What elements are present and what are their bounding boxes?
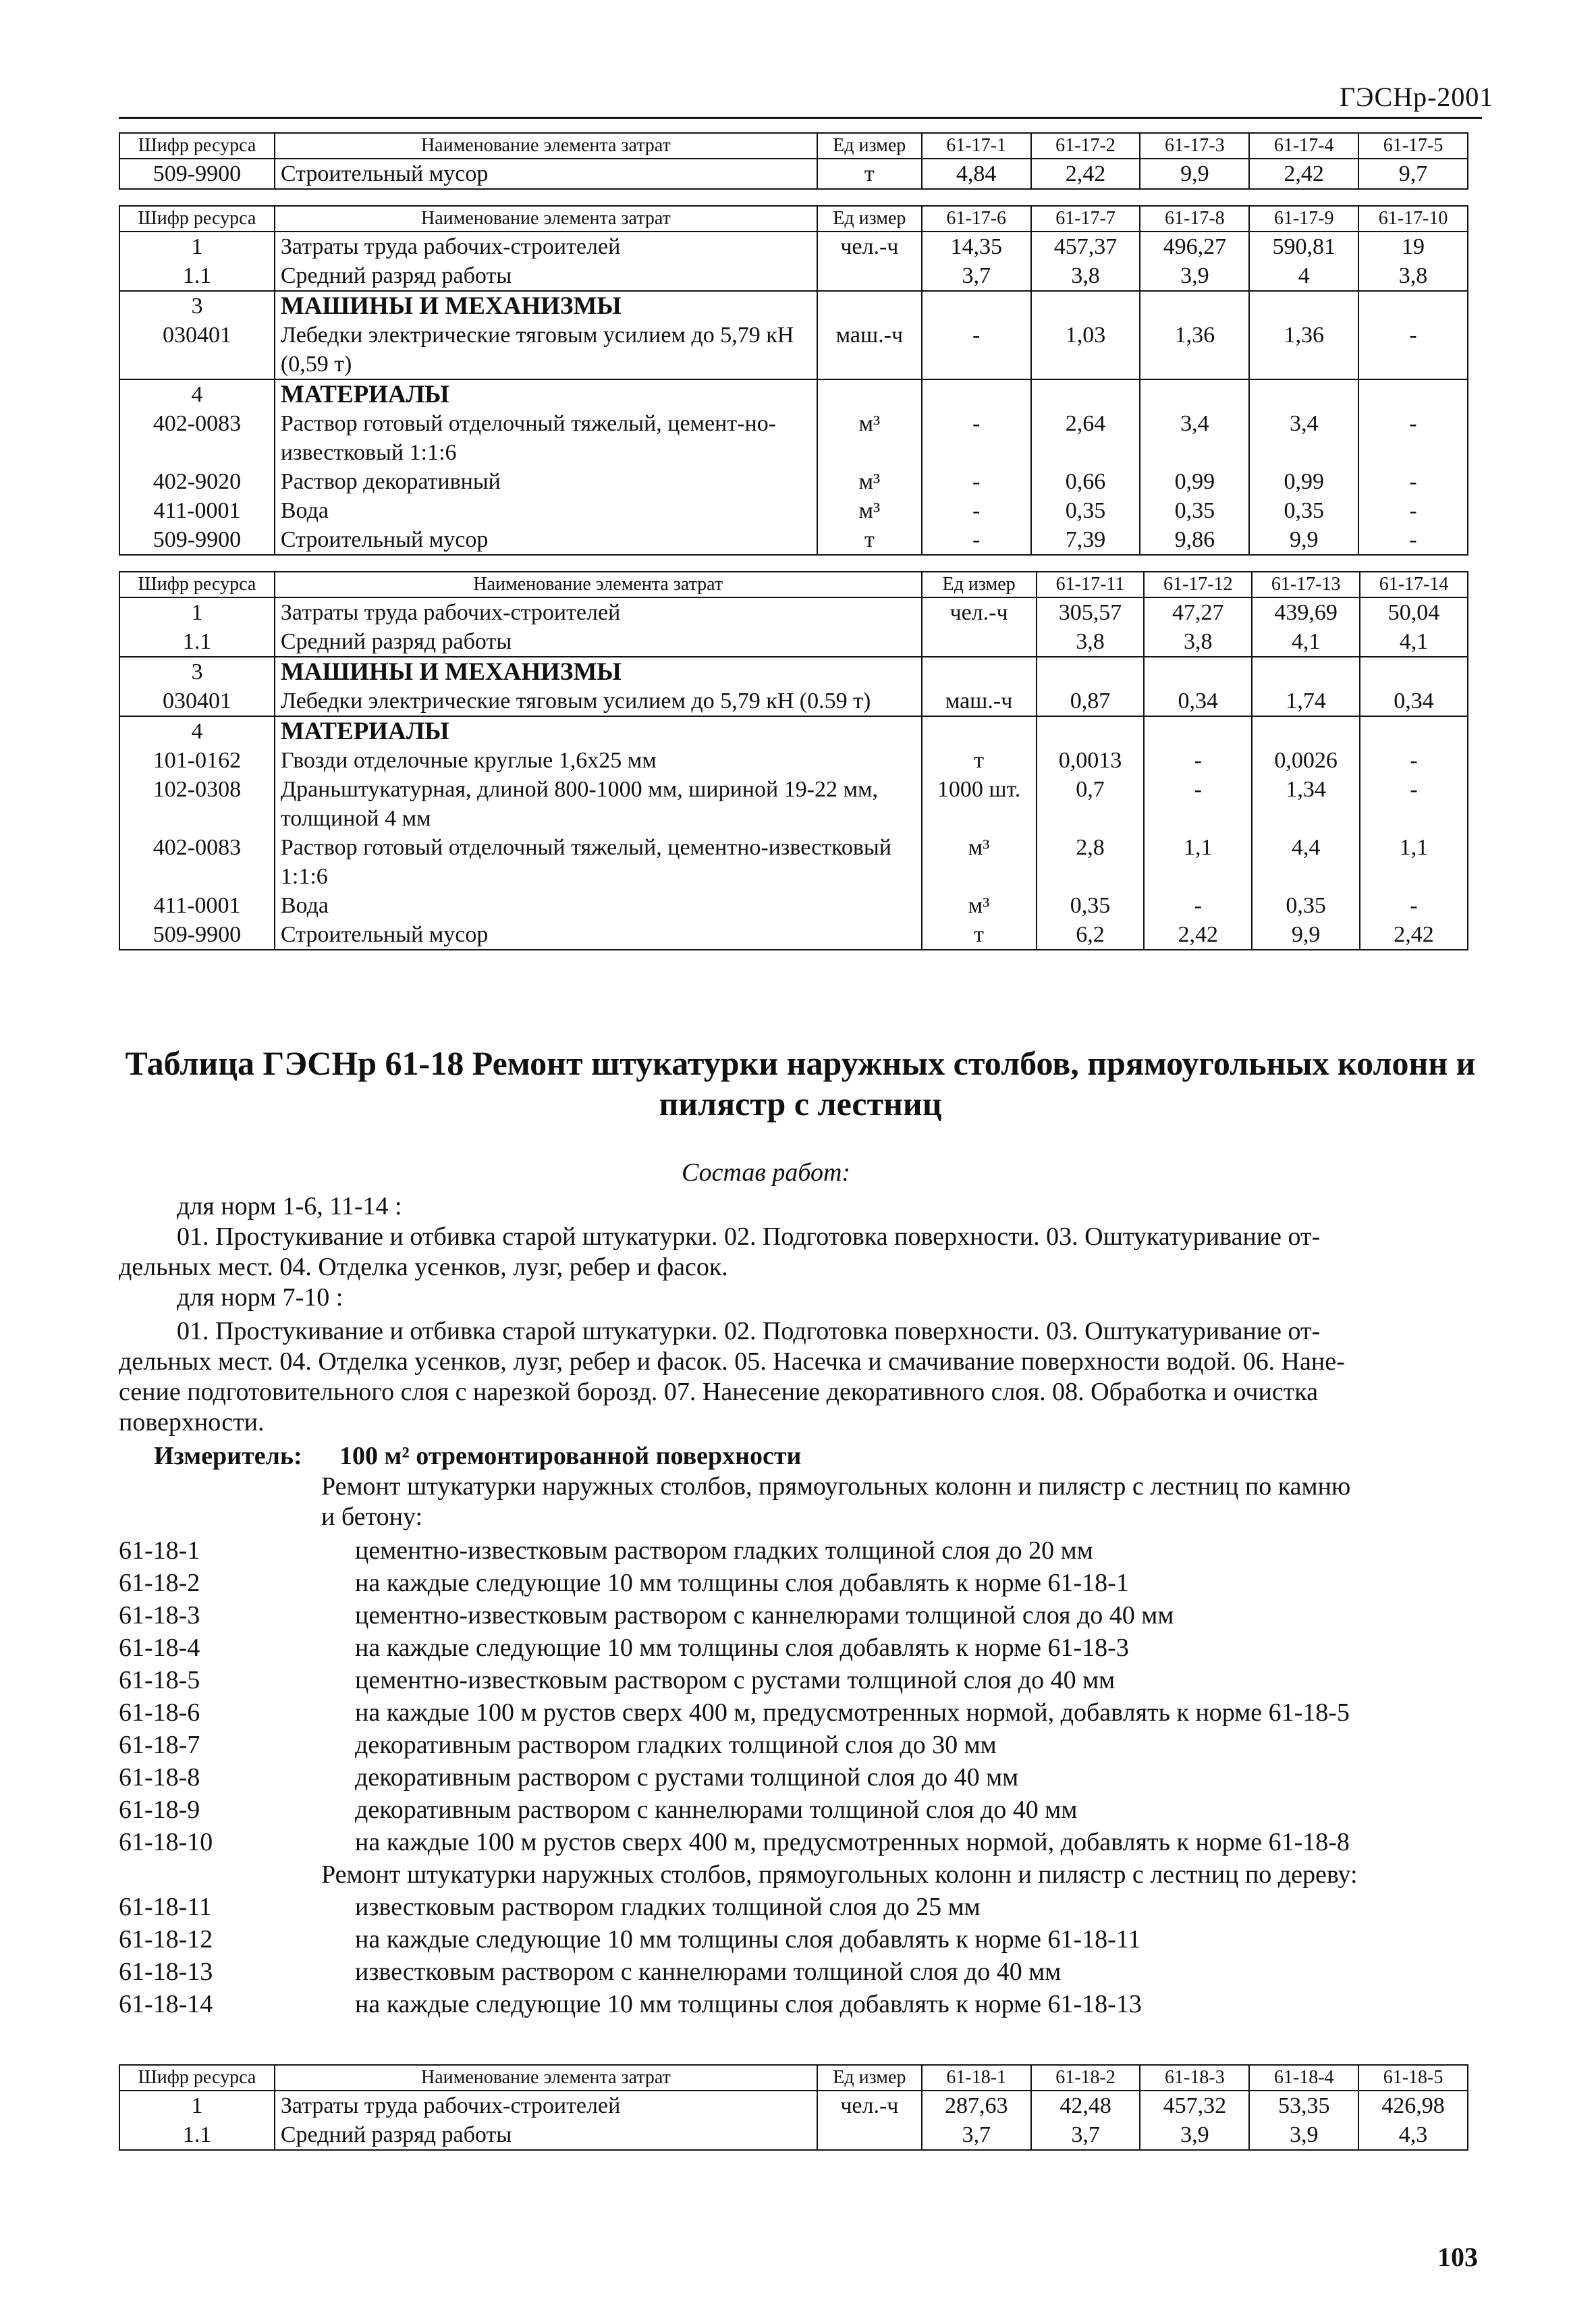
table-row: 102-0308 Драньштукатурная, длиной 800-1000 мм, шириной 19-22 мм, толщиной 4 мм 1000 шт. 0,7 - 1,34 -	[119, 775, 1468, 833]
norm-text: цементно-известковым раствором гладких толщиной слоя до 20 мм	[355, 1536, 1093, 1565]
table-row: 3 МАШИНЫ И МЕХАНИЗМЫ	[119, 291, 1468, 321]
norm-code: 61-18-6	[119, 1698, 200, 1727]
table-header-row: Шифр ресурса Наименование элемента затрат Ед измер 61-17-1 61-17-2 61-17-3 61-17-4 61-17-5	[119, 133, 1468, 159]
table-row: 402-0083 Раствор готовый отделочный тяжелый, цемент-но-известковый 1:1:6 м³ - 2,64 3,4 3,4 -	[119, 409, 1468, 467]
table-header-row: Шифр ресурса Наименование элемента затрат Ед измер 61-17-6 61-17-7 61-17-8 61-17-9 61-17-10	[119, 206, 1468, 232]
norm-code: 61-18-5	[119, 1666, 200, 1694]
measure-value: 100 м² отремонтированной поверхности	[339, 1442, 802, 1470]
norm-text: на каждые следующие 10 мм толщины слоя добавлять к норме 61-18-13	[355, 1990, 1142, 2018]
table-row: 509-9900 Строительный мусор т - 7,39 9,86 9,9 -	[119, 525, 1468, 555]
table-row: 030401 Лебедки электрические тяговым усилием до 5,79 кН (0,59 т) маш.-ч - 1,03 1,36 1,36 -	[119, 321, 1468, 379]
table-row: 3 МАШИНЫ И МЕХАНИЗМЫ	[119, 657, 1468, 687]
norm-code: 61-18-12	[119, 1925, 213, 1954]
norm-text: цементно-известковым раствором с каннелюрами толщиной слоя до 40 мм	[355, 1601, 1174, 1630]
composition-heading: Состав работ:	[682, 1158, 851, 1187]
norm-text: цементно-известковым раствором с рустами толщиной слоя до 40 мм	[355, 1666, 1116, 1694]
norm-code: 61-18-8	[119, 1763, 200, 1792]
norm-code: 61-18-11	[119, 1893, 212, 1921]
table-row: 411-0001 Вода м³ - 0,35 0,35 0,35 -	[119, 496, 1468, 525]
section-title-line-1: Таблица ГЭСНр 61-18 Ремонт штукатурки наружных столбов, прямоугольных колонн и	[125, 1044, 1476, 1082]
norm-text: на каждые следующие 10 мм толщины слоя добавлять к норме 61-18-11	[355, 1925, 1141, 1954]
norm-text: декоративным раствором с каннелюрами толщиной слоя до 40 мм	[355, 1796, 1078, 1824]
norm-code: 61-18-4	[119, 1634, 200, 1662]
norm-text: на каждые 100 м рустов сверх 400 м, предусмотренных нормой, добавлять к норме 61-18-5	[355, 1698, 1350, 1727]
norm-text: известковым раствором гладких толщиной слоя до 25 мм	[355, 1893, 981, 1921]
intro-wood: Ремонт штукатурки наружных столбов, прямоугольных колонн и пилястр с лестниц по дереву:	[321, 1860, 1358, 1889]
table-row: 1 Затраты труда рабочих-строителей чел.-ч 305,57 47,27 439,69 50,04	[119, 597, 1468, 627]
section-title-line-2: пилястр с лестниц	[659, 1085, 942, 1123]
page-number: 103	[1437, 2242, 1478, 2272]
table-61-17-1-5	[119, 132, 1468, 190]
norm-text: на каждые 100 м рустов сверх 400 м, предусмотренных нормой, добавлять к норме 61-18-8	[355, 1828, 1350, 1856]
norm-code: 61-18-3	[119, 1601, 200, 1630]
norm-text: известковым раствором с каннелюрами толщиной слоя до 40 мм	[355, 1958, 1062, 1986]
table-row: 1.1 Средний разряд работы 3,8 3,8 4,1 4,1	[119, 627, 1468, 657]
table-header-row: Шифр ресурса Наименование элемента затрат Ед измер 61-18-1 61-18-2 61-18-3 61-18-4 61-18-5	[119, 2065, 1468, 2091]
norm-code: 61-18-10	[119, 1828, 213, 1856]
table-row: 4 МАТЕРИАЛЫ	[119, 716, 1468, 746]
table-row: 101-0162 Гвозди отделочные круглые 1,6х25 мм т 0,0013 - 0,0026 -	[119, 746, 1468, 775]
measure-label: Измеритель:	[154, 1442, 302, 1470]
norm-code: 61-18-7	[119, 1731, 200, 1759]
composition-group-2-line-3: сение подготовительного слоя с нарезкой борозд. 07. Нанесение декоративного слоя. 08. Обработка и очистка	[119, 1378, 1319, 1406]
table-61-17-11-14	[119, 571, 1468, 950]
norm-code: 61-18-14	[119, 1990, 213, 2018]
table-row: 411-0001 Вода м³ 0,35 - 0,35 -	[119, 891, 1468, 920]
table-header-row: Шифр ресурса Наименование элемента затрат Ед измер 61-17-11 61-17-12 61-17-13 61-17-14	[119, 572, 1468, 597]
norm-code: 61-18-13	[119, 1958, 213, 1986]
table-row: 4 МАТЕРИАЛЫ	[119, 379, 1468, 409]
norm-text: на каждые следующие 10 мм толщины слоя добавлять к норме 61-18-1	[355, 1569, 1129, 1597]
table-row: 402-9020 Раствор декоративный м³ - 0,66 0,99 0,99 -	[119, 467, 1468, 496]
table-row: 1.1 Средний разряд работы 3,7 3,7 3,9 3,9 4,3	[119, 2120, 1468, 2150]
header-rule	[119, 117, 1482, 119]
composition-group-2-label: для норм 7-10 :	[177, 1283, 343, 1312]
composition-group-2-line-2: дельных мест. 04. Отделка усенков, лузг, ребер и фасок. 05. Насечка и смачивание поверхности водой. 06. Нане-	[119, 1347, 1345, 1376]
table-row: 402-0083 Раствор готовый отделочный тяжелый, цементно-известковый 1:1:6 м³ 2,8 1,1 4,4 1,1	[119, 833, 1468, 891]
norm-text: декоративным раствором гладких толщиной слоя до 30 мм	[355, 1731, 997, 1759]
table-row: 1 Затраты труда рабочих-строителей чел.-ч 14,35 457,37 496,27 590,81 19	[119, 232, 1468, 261]
norm-code: 61-18-9	[119, 1796, 200, 1824]
composition-group-2-line-4: поверхности.	[119, 1408, 265, 1436]
table-row: 030401 Лебедки электрические тяговым усилием до 5,79 кН (0.59 т) маш.-ч 0,87 0,34 1,74 0,34	[119, 687, 1468, 716]
intro-stone-line-2: и бетону:	[321, 1503, 423, 1531]
table-61-17-6-10	[119, 205, 1468, 556]
table-row: 509-9900 Строительный мусор т 6,2 2,42 9,9 2,42	[119, 920, 1468, 950]
norm-code: 61-18-1	[119, 1536, 200, 1565]
composition-group-2-line-1: 01. Простукивание и отбивка старой штукатурки. 02. Подготовка поверхности. 03. Оштукатуривание от-	[177, 1317, 1321, 1345]
table-row: 1.1 Средний разряд работы 3,7 3,8 3,9 4 3,8	[119, 261, 1468, 291]
section-title	[119, 1043, 1482, 1124]
table-row: 509-9900 Строительный мусор т 4,84 2,42 9,9 2,42 9,7	[119, 159, 1468, 189]
composition-group-1-line-2: дельных мест. 04. Отделка усенков, лузг, ребер и фасок.	[119, 1253, 728, 1281]
composition-group-1-line-1: 01. Простукивание и отбивка старой штукатурки. 02. Подготовка поверхности. 03. Оштукатуривание от-	[177, 1222, 1321, 1251]
table-row: 1 Затраты труда рабочих-строителей чел.-ч 287,63 42,48 457,32 53,35 426,98	[119, 2091, 1468, 2120]
table-61-18-1-5	[119, 2064, 1468, 2151]
composition-group-1-label: для норм 1-6, 11-14 :	[177, 1192, 402, 1220]
norm-text: на каждые следующие 10 мм толщины слоя добавлять к норме 61-18-3	[355, 1634, 1129, 1662]
document-header: ГЭСНр-2001	[1340, 82, 1494, 112]
norm-text: декоративным раствором с рустами толщиной слоя до 40 мм	[355, 1763, 1019, 1792]
intro-stone-line-1: Ремонт штукатурки наружных столбов, прямоугольных колонн и пилястр с лестниц по камню	[321, 1472, 1351, 1501]
norm-code: 61-18-2	[119, 1569, 200, 1597]
